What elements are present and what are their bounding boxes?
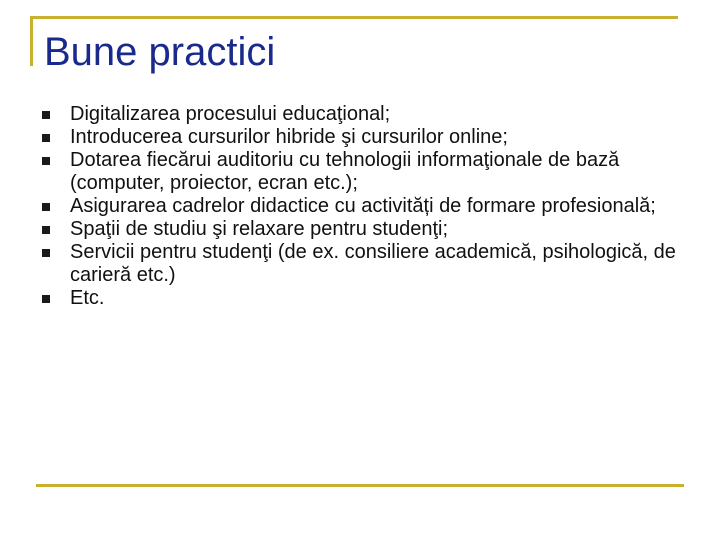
bullet-item	[40, 195, 680, 218]
square-bullet-icon	[42, 111, 50, 119]
top-border-line	[30, 16, 678, 19]
square-bullet-icon	[42, 203, 50, 211]
bullet-text: Asigurarea cadrelor didactice cu activități de formare profesională;	[70, 195, 656, 217]
bullet-text: Servicii pentru studenţi (de ex. consiliere academică, psihologică, de carieră etc.)	[70, 241, 676, 286]
square-bullet-icon	[42, 249, 50, 257]
bullet-text: Dotarea fiecărui auditoriu cu tehnologii informaţionale de bază (computer, proiector, ecran etc.);	[70, 149, 620, 194]
bullet-item	[40, 149, 680, 195]
left-border-line	[30, 16, 33, 66]
square-bullet-icon	[42, 226, 50, 234]
bullet-text: Spaţii de studiu şi relaxare pentru studenţi;	[70, 218, 448, 240]
bullet-text: Etc.	[70, 287, 105, 309]
bullet-item	[40, 103, 680, 126]
bullet-list	[40, 103, 680, 310]
bullet-item	[40, 126, 680, 149]
square-bullet-icon	[42, 295, 50, 303]
bottom-border-line	[36, 484, 684, 487]
slide-title: Bune practici	[44, 30, 276, 74]
bullet-item	[40, 241, 680, 287]
bullet-text: Digitalizarea procesului educaţional;	[70, 103, 391, 125]
bullet-item	[40, 287, 680, 310]
square-bullet-icon	[42, 134, 50, 142]
bullet-item	[40, 218, 680, 241]
bullet-text: Introducerea cursurilor hibride şi cursurilor online;	[70, 126, 508, 148]
square-bullet-icon	[42, 157, 50, 165]
